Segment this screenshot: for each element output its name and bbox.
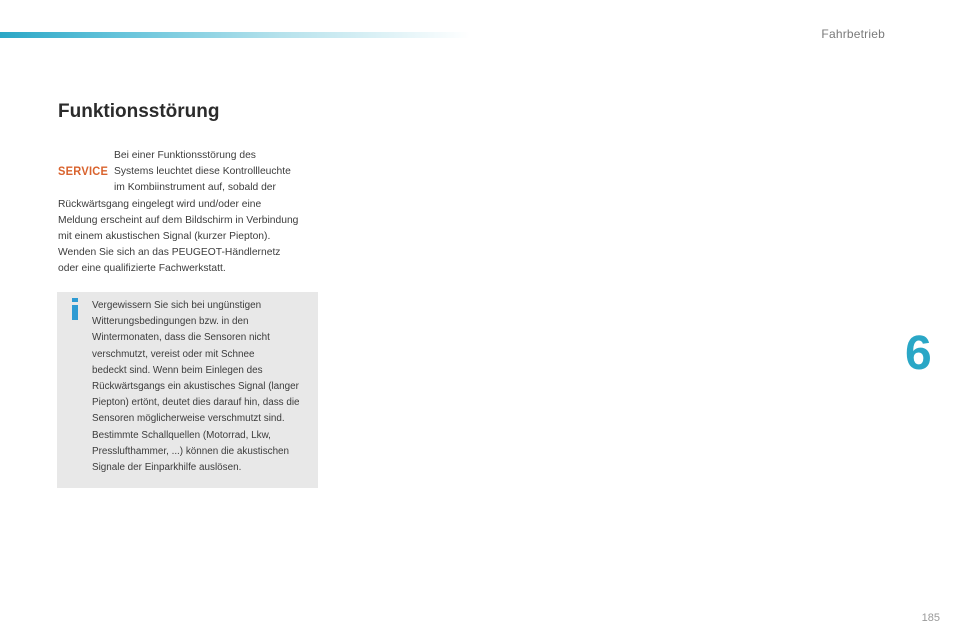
body-line: oder eine qualifizierte Fachwerkstatt.: [58, 263, 226, 275]
info-icon: [71, 298, 79, 318]
service-warning-icon: SERVICE: [58, 164, 109, 178]
info-line: Signale der Einparkhilfe auslösen.: [92, 462, 242, 474]
info-line: verschmutzt, vereist oder mit Schnee: [92, 348, 255, 360]
section-title: Fahrbetrieb: [821, 27, 885, 41]
body-line: im Kombiinstrument auf, sobald der: [114, 182, 276, 194]
info-line: Wintermonaten, dass die Sensoren nicht: [92, 332, 270, 344]
page-number: 185: [921, 612, 940, 624]
body-line: Systems leuchtet diese Kontrollleuchte: [114, 166, 291, 178]
info-line: Witterungsbedingungen bzw. in den: [92, 316, 249, 328]
body-line: Wenden Sie sich an das PEUGEOT-Händlernetz: [58, 247, 281, 259]
info-line: Vergewissern Sie sich bei ungünstigen: [92, 300, 262, 311]
chapter-number: 6: [905, 327, 932, 380]
info-text: [92, 298, 314, 476]
info-line: Bestimmte Schallquellen (Motorrad, Lkw,: [92, 429, 271, 441]
info-line: Rückwärtsgangs ein akustisches Signal (langer: [92, 381, 299, 393]
body-line: mit einem akustischen Signal (kurzer Piepton).: [58, 231, 271, 243]
page-heading: Funktionsstörung: [58, 101, 220, 122]
info-box: [57, 292, 318, 488]
info-line: Sensoren möglicherweise verschmutzt sind.: [92, 413, 285, 425]
info-line: Piepton) ertönt, deutet dies darauf hin, dass die: [92, 397, 300, 409]
body-paragraph: [58, 148, 323, 278]
body-line: Meldung erscheint auf dem Bildschirm in Verbindung: [58, 214, 299, 226]
header-accent-bar: [0, 32, 470, 38]
info-line: Presslufthammer, ...) können die akustischen: [92, 445, 290, 457]
body-line: Bei einer Funktionsstörung des: [114, 150, 256, 161]
info-line: bedeckt sind. Wenn beim Einlegen des: [92, 364, 263, 376]
body-line: Rückwärtsgang eingelegt wird und/oder eine: [58, 198, 262, 210]
